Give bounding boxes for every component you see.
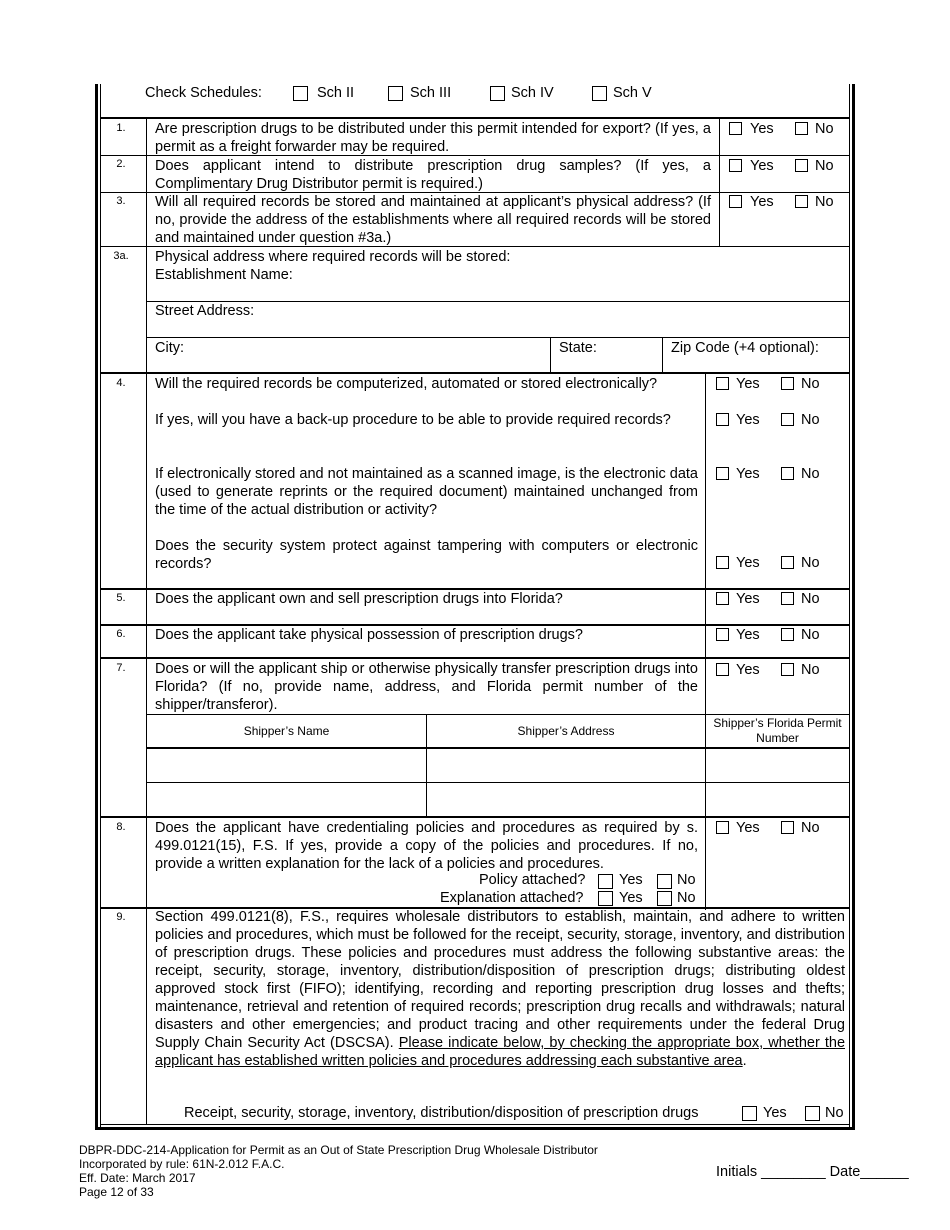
zip-code-label: Zip Code (+4 optional): bbox=[671, 340, 819, 356]
frame-left-outer bbox=[95, 84, 98, 1130]
row-divider bbox=[101, 155, 849, 156]
establishment-name-input[interactable] bbox=[148, 266, 848, 300]
q8-no-checkbox[interactable] bbox=[781, 821, 794, 834]
initials-date-line[interactable]: Initials ________ Date______ bbox=[716, 1164, 909, 1180]
policy-yes-label: Yes bbox=[619, 872, 643, 888]
q1-answer-divider bbox=[719, 118, 720, 246]
q9-receipt-no-checkbox[interactable] bbox=[805, 1106, 820, 1121]
q2-no-checkbox[interactable] bbox=[795, 159, 808, 172]
footer-eff-date: Eff. Date: March 2017 bbox=[79, 1171, 196, 1185]
q8-number: 8. bbox=[116, 821, 126, 833]
shipper-table-header-bottom bbox=[147, 747, 849, 749]
q4d-yes-checkbox[interactable] bbox=[716, 556, 729, 569]
shipper-table-row-divider bbox=[147, 782, 849, 783]
footer-rule: Incorporated by rule: 61N-2.012 F.A.C. bbox=[79, 1157, 285, 1171]
q4-security-text: Does the security system protect against tampering with computers or electronic records? bbox=[155, 538, 698, 572]
q4d-no-label: No bbox=[801, 555, 820, 571]
q4-backup-text: If yes, will you have a back-up procedure to be able to provide required records? bbox=[155, 412, 671, 428]
q3-number: 3. bbox=[116, 195, 126, 207]
q1-yes-label: Yes bbox=[750, 121, 774, 137]
q3a-records-location-label: Physical address where required records will be stored: bbox=[155, 249, 511, 265]
row-divider bbox=[100, 657, 850, 659]
q8-no-label: No bbox=[801, 820, 820, 836]
q8-text: Does the applicant have credentialing policies and procedures as required by s. 499.0121(15), F.S. If yes, provide a copy of the policies and procedures. If no, provide a written explanation for the lack of a policies and procedures. bbox=[155, 820, 698, 872]
q8-yes-label: Yes bbox=[736, 820, 760, 836]
q4b-yes-label: Yes bbox=[736, 412, 760, 428]
sch-ii-checkbox[interactable] bbox=[293, 86, 308, 101]
q5-yes-checkbox[interactable] bbox=[716, 592, 729, 605]
q4a-no-checkbox[interactable] bbox=[781, 377, 794, 390]
sch-iv-checkbox[interactable] bbox=[490, 86, 505, 101]
explanation-yes-label: Yes bbox=[619, 890, 643, 906]
q3-text: Will all required records be stored and maintained at applicant’s physical address? (If no, provide the address of the establishments where all required records will be stored and maintained under question #3a.) bbox=[155, 194, 711, 246]
q3a-number: 3a. bbox=[113, 250, 129, 262]
shipper-permit-header: Shipper’s Florida Permit Number bbox=[713, 716, 842, 745]
q7-number: 7. bbox=[116, 662, 126, 674]
q4a-no-label: No bbox=[801, 376, 820, 392]
sch-v-checkbox[interactable] bbox=[592, 86, 607, 101]
state-label: State: bbox=[559, 340, 597, 356]
policy-no-label: No bbox=[677, 872, 696, 888]
q2-no-label: No bbox=[815, 158, 834, 174]
check-schedules-label: Check Schedules: bbox=[145, 85, 262, 101]
explanation-no-checkbox[interactable] bbox=[657, 891, 672, 906]
sch-iii-checkbox[interactable] bbox=[388, 86, 403, 101]
q9-body-text: Section 499.0121(8), F.S., requires wholesale distributors to establish, maintain, and adhere to written policies and procedures, which must be followed for the receipt, security, storage, inventory, and distribution of prescription drugs. These policies and procedures must address the following substantive areas: the receipt, security, storage, inventory, distribution/disposition of prescription drugs; distributing oldest approved stock first (FIFO); identifying, recording and reporting prescription drug losses and thefts; maintenance, retrieval and retention of required records; prescription drug recalls and withdrawals; natural disasters and other emergencies; and product tracing and other requirements under the federal Drug Supply Chain Security Act (DSCSA). bbox=[155, 909, 845, 1051]
explanation-yes-checkbox[interactable] bbox=[598, 891, 613, 906]
shipper-name-input-1[interactable] bbox=[148, 750, 425, 781]
q9-receipt-label: Receipt, security, storage, inventory, distribution/disposition of prescription drugs bbox=[184, 1105, 699, 1121]
q6-no-checkbox[interactable] bbox=[781, 628, 794, 641]
shipper-name-input-2[interactable] bbox=[148, 784, 425, 815]
q6-text: Does the applicant take physical possession of prescription drugs? bbox=[155, 627, 583, 643]
q4-computerized-text: Will the required records be computerized, automated or stored electronically? bbox=[155, 376, 658, 392]
q9-receipt-yes-label: Yes bbox=[763, 1105, 787, 1121]
shipper-address-input-1[interactable] bbox=[428, 750, 704, 781]
q2-number: 2. bbox=[116, 158, 126, 170]
street-address-input[interactable] bbox=[270, 302, 848, 336]
q4b-no-checkbox[interactable] bbox=[781, 413, 794, 426]
q3-no-label: No bbox=[815, 194, 834, 210]
q9-number: 9. bbox=[116, 911, 126, 923]
frame-right-outer bbox=[852, 84, 855, 1130]
shipper-name-header: Shipper’s Name bbox=[243, 724, 330, 738]
q4-number: 4. bbox=[116, 377, 126, 389]
q5-no-label: No bbox=[801, 591, 820, 607]
q4c-no-label: No bbox=[801, 466, 820, 482]
q4-answer-divider bbox=[705, 374, 706, 910]
q4d-no-checkbox[interactable] bbox=[781, 556, 794, 569]
policy-yes-checkbox[interactable] bbox=[598, 874, 613, 889]
q7-no-label: No bbox=[801, 662, 820, 678]
shipper-permit-input-2[interactable] bbox=[707, 784, 848, 815]
city-state-divider bbox=[550, 337, 551, 373]
row-divider bbox=[101, 246, 849, 247]
shipper-address-input-2[interactable] bbox=[428, 784, 704, 815]
number-column-divider bbox=[146, 118, 147, 1125]
city-input[interactable] bbox=[195, 338, 549, 372]
policy-no-checkbox[interactable] bbox=[657, 874, 672, 889]
establishment-name-label: Establishment Name: bbox=[155, 267, 293, 283]
state-zip-divider bbox=[662, 337, 663, 373]
state-input[interactable] bbox=[605, 338, 661, 372]
q4c-yes-label: Yes bbox=[736, 466, 760, 482]
frame-bottom-outer bbox=[95, 1127, 855, 1130]
q4-electronic-data-text: If electronically stored and not maintained as a scanned image, is the electronic data (used to generate reprints or the required document) maintained unchanged from the time of the actual distribution or activity? bbox=[155, 466, 698, 518]
q5-no-checkbox[interactable] bbox=[781, 592, 794, 605]
sch-ii-label: Sch II bbox=[317, 85, 355, 101]
q8-yes-checkbox[interactable] bbox=[716, 821, 729, 834]
q5-yes-label: Yes bbox=[736, 591, 760, 607]
q9-text bbox=[155, 908, 845, 1070]
q4d-yes-label: Yes bbox=[736, 555, 760, 571]
q4a-yes-checkbox[interactable] bbox=[716, 377, 729, 390]
explanation-attached-label: Explanation attached? bbox=[440, 890, 584, 906]
q9-receipt-yes-checkbox[interactable] bbox=[742, 1106, 757, 1121]
q2-yes-label: Yes bbox=[750, 158, 774, 174]
shipper-permit-input-1[interactable] bbox=[707, 750, 848, 781]
sch-v-label: Sch V bbox=[613, 85, 652, 101]
q3-yes-label: Yes bbox=[750, 194, 774, 210]
q6-yes-label: Yes bbox=[736, 627, 760, 643]
q1-no-checkbox[interactable] bbox=[795, 122, 808, 135]
q1-yes-checkbox[interactable] bbox=[729, 122, 742, 135]
city-label: City: bbox=[155, 340, 184, 356]
shipper-table-top bbox=[147, 714, 849, 715]
q9-instruction-text: Please indicate below, by checking the appropriate box, whether the applicant has established written policies and procedures addressing each substantive area bbox=[155, 1035, 846, 1069]
q1-no-label: No bbox=[815, 121, 834, 137]
q9-receipt-no-label: No bbox=[825, 1105, 844, 1121]
q6-yes-checkbox[interactable] bbox=[716, 628, 729, 641]
street-address-label: Street Address: bbox=[155, 303, 255, 319]
frame-left-inner bbox=[100, 84, 101, 1130]
q5-text: Does the applicant own and sell prescription drugs into Florida? bbox=[155, 591, 563, 607]
q4c-no-checkbox[interactable] bbox=[781, 467, 794, 480]
q6-no-label: No bbox=[801, 627, 820, 643]
shipper-address-header: Shipper’s Address bbox=[517, 724, 615, 738]
sch-iv-label: Sch IV bbox=[511, 85, 554, 101]
row-divider bbox=[100, 117, 850, 119]
q7-yes-label: Yes bbox=[736, 662, 760, 678]
sch-iii-label: Sch III bbox=[410, 85, 452, 101]
q5-number: 5. bbox=[116, 592, 126, 604]
q4c-yes-checkbox[interactable] bbox=[716, 467, 729, 480]
q2-text: Does applicant intend to distribute prescription drug samples? (If yes, a Complimentary Drug Distributor permit is required.) bbox=[155, 158, 711, 192]
q1-number: 1. bbox=[116, 122, 126, 134]
footer-form-title: DBPR-DDC-214-Application for Permit as an Out of State Prescription Drug Wholesale Distributor bbox=[79, 1143, 598, 1157]
q3-no-checkbox[interactable] bbox=[795, 195, 808, 208]
row-divider bbox=[100, 372, 850, 374]
q7-yes-checkbox[interactable] bbox=[716, 663, 729, 676]
q1-text: Are prescription drugs to be distributed under this permit intended for export? (If yes, a permit as a freight forwarder may be required. bbox=[155, 121, 711, 155]
q6-number: 6. bbox=[116, 628, 126, 640]
q7-no-checkbox[interactable] bbox=[781, 663, 794, 676]
q4b-yes-checkbox[interactable] bbox=[716, 413, 729, 426]
frame-right-inner bbox=[849, 84, 850, 1130]
frame-bottom-inner bbox=[100, 1124, 850, 1125]
footer-page-number: Page 12 of 33 bbox=[79, 1185, 154, 1199]
q2-yes-checkbox[interactable] bbox=[729, 159, 742, 172]
q7-text: Does or will the applicant ship or otherwise physically transfer prescription drugs into Florida? (If no, provide name, address, and Florida permit number of the shipper/transferor). bbox=[155, 661, 698, 713]
explanation-no-label: No bbox=[677, 890, 696, 906]
policy-attached-label: Policy attached? bbox=[479, 872, 586, 888]
row-divider bbox=[100, 816, 850, 818]
q4a-yes-label: Yes bbox=[736, 376, 760, 392]
q4b-no-label: No bbox=[801, 412, 820, 428]
q9-period: . bbox=[742, 1053, 747, 1069]
q3-yes-checkbox[interactable] bbox=[729, 195, 742, 208]
